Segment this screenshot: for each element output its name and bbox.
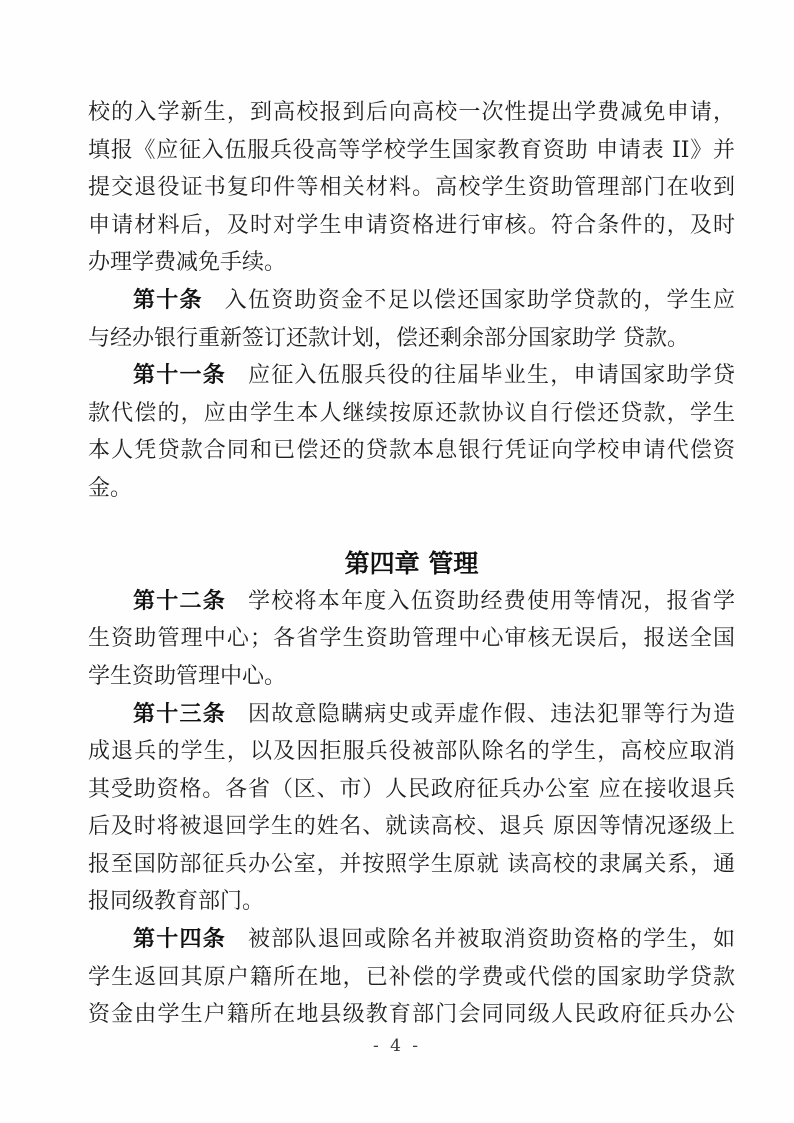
body-line (88, 282, 735, 320)
line-text: 其受助资格。各省（区、市）人民政府征兵办公室 应在接收退兵 (88, 776, 735, 802)
body-line (88, 883, 735, 921)
line-text: 学生资助管理中心。 (88, 663, 287, 689)
line-text: 入伍资助资金不足以偿还国家助学贷款的，学生应 (224, 287, 735, 313)
body-line (88, 808, 735, 846)
body-line (88, 357, 735, 395)
body-line (88, 658, 735, 696)
line-text: 校的入学新生，到高校报到后向高校一次性提出学费减免申请， (88, 100, 735, 125)
body-line (88, 244, 735, 282)
line-text: 后及时将被退回学生的姓名、就读高校、退兵 原因等情况逐级上 (88, 814, 735, 840)
article-label: 第十二条 (133, 588, 226, 614)
line-text: 学校将本年度入伍资助经费使用等情况，报省学 (248, 588, 735, 614)
line-text: 金。 (88, 475, 133, 501)
body-line (88, 207, 735, 245)
line-text: 填报《应征入伍服兵役高等学校学生国家教育资助 申请表 II》并 (88, 137, 735, 163)
body-line (88, 432, 735, 470)
chapter-heading-text: 第四章 管理 (344, 549, 479, 579)
line-text: 申请材料后，及时对学生申请资格进行审核。符合条件的，及时 (88, 212, 735, 238)
line-text: 款代偿的，应由学生本人继续按原还款协议自行偿还贷款，学生 (88, 400, 735, 426)
article-label: 第十四条 (133, 927, 226, 953)
line-text: 本人凭贷款合同和已偿还的贷款本息银行凭证向学校申请代偿资 (88, 438, 735, 464)
body-line (88, 320, 735, 358)
line-text: 报同级教育部门。 (88, 889, 265, 915)
body-line (88, 583, 735, 621)
line-text: 办理学费减免手续。 (88, 250, 287, 276)
chapter-heading (88, 545, 735, 583)
body-line (88, 771, 735, 809)
body-line (88, 696, 735, 734)
body-line (88, 921, 735, 959)
article-label: 第十三条 (133, 701, 226, 727)
article-label: 第十条 (133, 287, 203, 313)
line-text: 提交退役证书复印件等相关材料。高校学生资助管理部门在收到 (88, 175, 735, 201)
document-body (88, 94, 735, 1034)
blank-line (88, 508, 735, 546)
line-text: 与经办银行重新签订还款计划，偿还剩余部分国家助学 贷款。 (88, 325, 689, 351)
body-line (88, 395, 735, 433)
body-line (88, 94, 735, 132)
body-line (88, 733, 735, 771)
article-label: 第十一条 (133, 363, 226, 389)
body-line (88, 846, 735, 884)
line-text: 资金由学生户籍所在地县级教育部门会同同级人民政府征兵办公 (88, 1002, 735, 1028)
page-number: - 4 - (372, 1036, 422, 1056)
line-text: 学生返回其原户籍所在地，已补偿的学费或代偿的国家助学贷款 (88, 964, 735, 990)
body-line (88, 620, 735, 658)
body-line (88, 470, 735, 508)
body-line (88, 132, 735, 170)
line-text: 因故意隐瞒病史或弄虚作假、违法犯罪等行为造 (248, 701, 735, 727)
line-text: 报至国防部征兵办公室，并按照学生原就 读高校的隶属关系，通 (88, 851, 735, 877)
line-text: 应征入伍服兵役的往届毕业生，申请国家助学贷 (248, 363, 735, 389)
line-text: 成退兵的学生，以及因拒服兵役被部队除名的学生，高校应取消 (88, 739, 735, 765)
body-line (88, 169, 735, 207)
line-text: 生资助管理中心；各省学生资助管理中心审核无误后，报送全国 (88, 626, 735, 652)
body-line (88, 996, 735, 1034)
line-text: 被部队退回或除名并被取消资助资格的学生，如 (248, 927, 735, 953)
body-line (88, 959, 735, 997)
